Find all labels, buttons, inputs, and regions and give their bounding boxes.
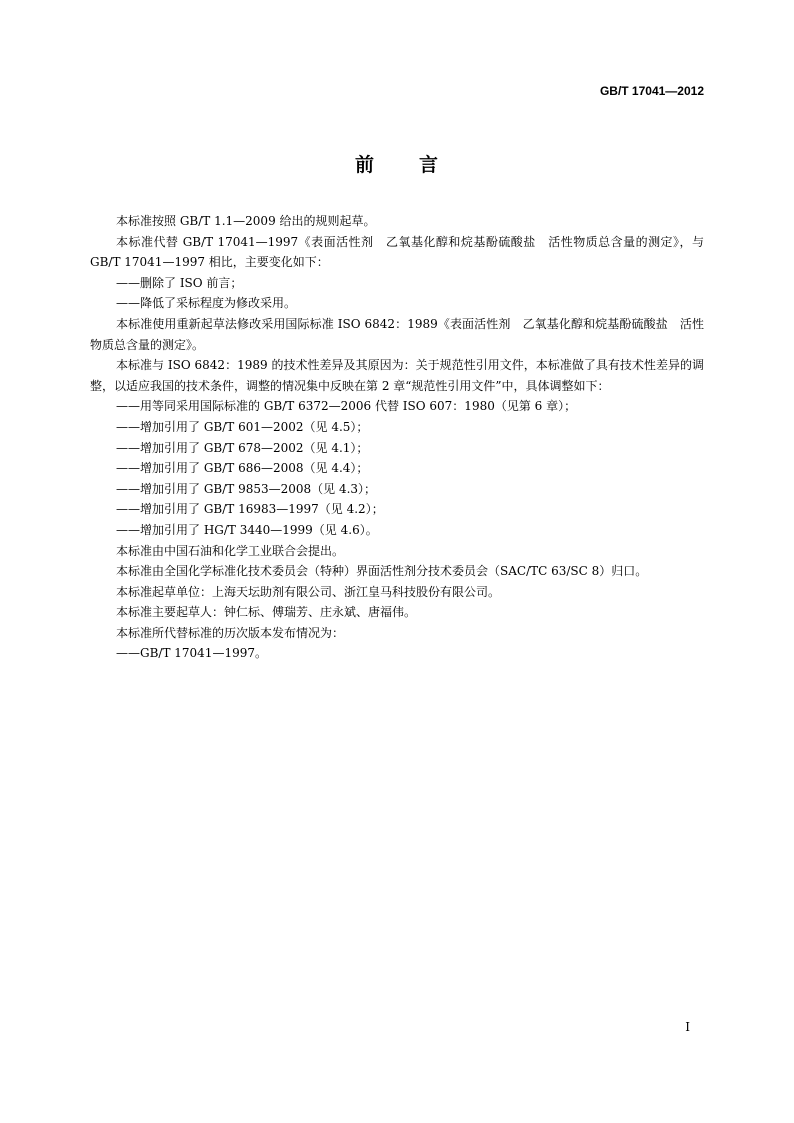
list-item: ——增加引用了 HG/T 3440—1999（见 4.6）。 — [116, 522, 378, 537]
list-item: ——GB/T 17041—1997。 — [116, 646, 267, 661]
page-number: I — [685, 1020, 690, 1034]
paragraph-drafting-rules: 本标准按照 GB/T 1.1—2009 给出的规则起草。 — [116, 214, 376, 228]
paragraph-adoption: 本标准使用重新起草法修改采用国际标准 ISO 6842：1989《表面活性剂 乙氧基化醇和烷基酚硫酸盐 活性物质总含量的测定》。 — [90, 316, 704, 352]
paragraph-centralized-by: 本标准由全国化学标准化技术委员会（特种）界面活性剂分技术委员会（SAC/TC 63/SC 8）归口。 — [116, 564, 648, 579]
list-item: ——增加引用了 GB/T 678—2002（见 4.1）； — [116, 440, 369, 455]
paragraph-drafters: 本标准主要起草人：钟仁标、傅瑞芳、庄永斌、唐福伟。 — [116, 605, 417, 620]
list-item: ——降低了采标程度为修改采用。 — [116, 296, 297, 311]
page-title — [0, 150, 794, 177]
paragraph-drafting-units: 本标准起草单位：上海天坛助剂有限公司、浙江皇马科技股份有限公司。 — [116, 584, 501, 599]
paragraph-replaces: 本标准代替 GB/T 17041—1997《表面活性剂 乙氧基化醇和烷基酚硫酸盐 活性物质总含量的测定》，与 GB/T 17041—1997 相比，主要变化如下： — [90, 234, 704, 270]
paragraph-proposed-by: 本标准由中国石油和化学工业联合会提出。 — [116, 543, 345, 558]
paragraph-differences: 本标准与 ISO 6842：1989 的技术性差异及其原因为：关于规范性引用文件，本标准做了具有技术性差异的调整，以适应我国的技术条件，调整的情况集中反映在第 2 章“规范性引用文件”中，具体调整如下： — [90, 358, 704, 393]
standard-code-header: GB/T 17041—2012 — [599, 84, 704, 98]
list-item: ——删除了 ISO 前言； — [116, 275, 243, 290]
list-item: ——用等同采用国际标准的 GB/T 6372—2006 代替 ISO 607：1980（见第 6 章）； — [116, 399, 577, 414]
title-char-1: 前 — [354, 154, 375, 176]
foreword-body — [90, 211, 704, 664]
list-item: ——增加引用了 GB/T 9853—2008（见 4.3）； — [116, 481, 377, 496]
paragraph-history: 本标准所代替标准的历次版本发布情况为： — [116, 625, 345, 640]
list-item: ——增加引用了 GB/T 601—2002（见 4.5）； — [116, 419, 369, 434]
list-item: ——增加引用了 GB/T 686—2008（见 4.4）； — [116, 461, 369, 476]
list-item: ——增加引用了 GB/T 16983—1997（见 4.2）； — [116, 502, 384, 517]
title-char-2: 言 — [419, 154, 440, 176]
